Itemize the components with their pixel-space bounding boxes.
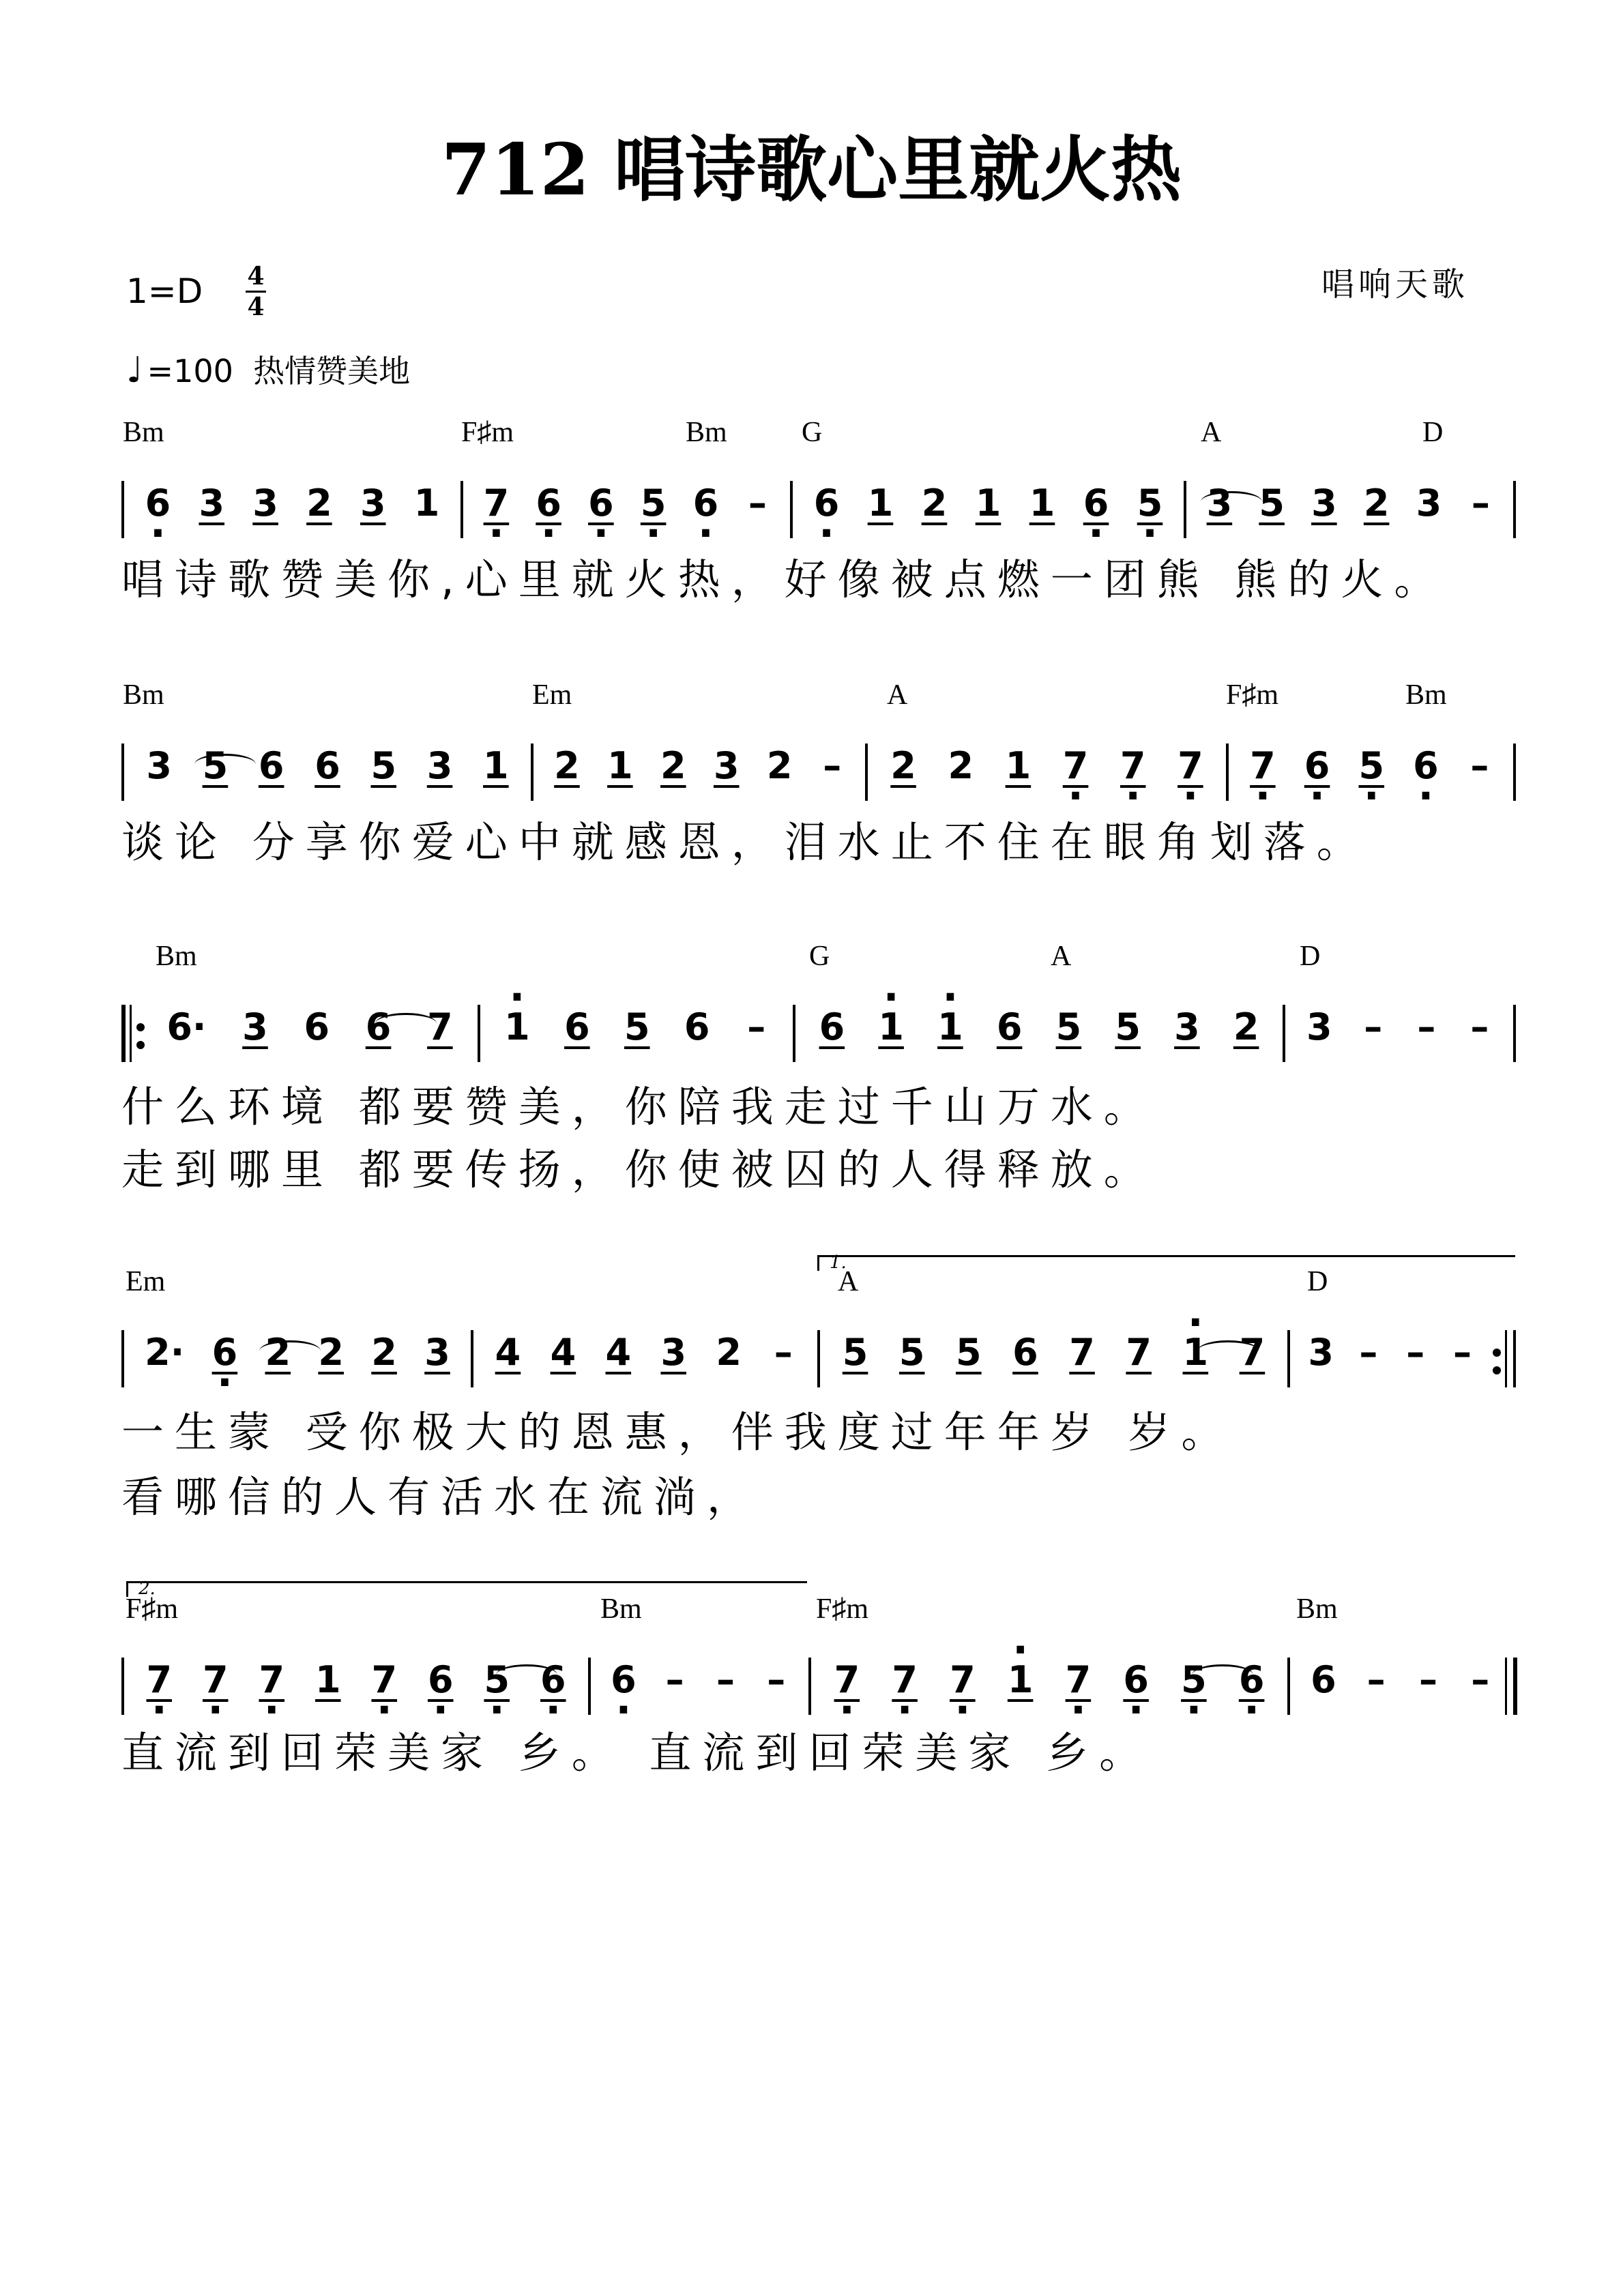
note: 2 [766,744,793,787]
note: – [1417,1005,1436,1048]
note: 6 · [1123,1658,1149,1703]
note: 1 [483,744,509,787]
chord-symbol: Bm [1296,1593,1338,1625]
note: 1 [607,744,633,787]
lyric-text: 唱诗歌赞美你,心里就火热，好像被点燃一团熊 熊的火。 [121,555,1448,604]
note: 3 [1308,1331,1334,1374]
note: 2 [921,482,948,525]
note: 3 [1206,482,1233,525]
lyric-text: 看哪信的人有活水在流淌， [121,1472,761,1522]
note: 6 · [611,1658,637,1703]
note: 7 [1126,1331,1152,1374]
chord-symbol: D [1307,1266,1328,1297]
note: 3 [1306,1005,1332,1048]
volta-bracket [126,1581,807,1597]
note: – [1418,1658,1437,1701]
chord-symbol: F♯m [816,1593,869,1625]
lyric-line [121,546,1513,604]
note: 6 · [588,481,614,526]
note: 7 · [259,1658,284,1703]
note: 6 [365,1005,392,1048]
chord-symbol: Bm [123,679,164,711]
note: 5 · [484,1658,510,1703]
note: 6 [684,1005,710,1048]
note: 2 [716,1331,742,1374]
note: – [1406,1331,1425,1374]
expression-text: 热情赞美地 [253,353,411,389]
chord-symbol: D [1300,941,1321,972]
note: 5 · [641,481,667,526]
lyric-line [121,1136,1513,1194]
note: 7 · [484,481,510,526]
source-book: 唱响天歌 [1321,265,1470,304]
chord-symbol: G [802,417,823,448]
note: · 1 [504,1005,530,1050]
slur-tie [1192,1664,1253,1686]
note: 1 [413,482,440,525]
note: 6· [166,1005,207,1048]
chord-symbol: F♯m [1226,679,1279,711]
note: 4 [550,1331,576,1374]
lyric-line [121,1398,1513,1457]
note: 1 [867,482,894,525]
note: 5 [898,1331,925,1374]
note: – [767,1658,786,1701]
note: · 1 [1008,1658,1034,1703]
note: – [665,1658,684,1701]
music-system [0,1578,1623,1778]
note: – [1359,1331,1378,1374]
lyric-line [121,1073,1513,1132]
chord-symbol: G [809,941,830,972]
chord-symbol: Em [126,1266,166,1297]
note: 5 [624,1005,650,1048]
note: 1 [1029,482,1055,525]
quarter-note-icon: ♩ [126,350,143,391]
lyric-line [121,808,1513,867]
measure [1297,1330,1486,1385]
notes-row [0,1330,1623,1385]
note: 2 [1363,482,1390,525]
note: 5 [1115,1005,1141,1048]
lyric-line [121,1719,1513,1778]
note: 6 [258,744,284,787]
volta-number: 1. [830,1252,847,1273]
note: 7 · [892,1658,918,1703]
note: 7 · [1120,744,1146,789]
time-sig-top: 4 [247,262,265,291]
chord-symbol: F♯m [126,1593,179,1625]
measure [1235,744,1506,798]
note: 7 · [1063,744,1089,789]
chord-symbol: D [1422,417,1444,448]
measure [1297,1658,1506,1712]
note: 3 [199,482,225,525]
note: 3 [713,744,740,787]
note: – [1471,482,1490,525]
note: 2 [371,1331,397,1374]
note: 3 [1416,482,1442,525]
lyric-text: 什么环境 都要赞美，你陪我走过千山万水。 [121,1082,1157,1132]
chord-symbol: A [887,679,908,711]
note: 1 [1005,744,1032,787]
note: 1 [315,1658,341,1701]
note: 3 [146,744,172,787]
note: – [1366,1658,1386,1701]
note: 6 · [1413,744,1439,789]
music-system [0,1252,1623,1522]
lyric-line [121,1463,1513,1522]
chord-symbol: Bm [156,941,197,972]
note: – [1470,1005,1489,1048]
note: 6 [315,744,340,787]
note: 2 [318,1331,344,1374]
measure [1292,1005,1506,1059]
note: 7 · [203,1658,229,1703]
note: 6 · [814,481,840,526]
page-title: 712 唱诗歌心里就火热 [441,128,1182,211]
measure [875,744,1219,798]
note: 5 [370,744,397,787]
note: 2 [265,1331,291,1374]
measure [800,481,1177,535]
note: – [748,482,767,525]
note: 3 [242,1005,268,1048]
note: – [1470,744,1489,787]
key-signature: 1=D [126,271,203,311]
note: – [1364,1005,1383,1048]
note: 5 [1055,1005,1082,1048]
notes-row [0,481,1623,535]
measure [487,1005,786,1059]
note: 2 [1233,1005,1259,1048]
note: – [716,1658,735,1701]
measure [131,744,524,798]
time-sig-bottom: 4 [247,293,265,321]
note: 6 [819,1005,845,1048]
notes-row [0,1005,1623,1059]
volta-number: 2. [138,1578,156,1599]
note: 5 · [1181,1658,1207,1703]
note: 3 [426,744,453,787]
chord-symbol: Bm [1405,679,1447,711]
slur-tie [375,1013,437,1034]
music-system [0,679,1623,867]
measure [131,481,454,535]
note: 6 [1012,1331,1038,1374]
slur-tie [1197,1340,1259,1362]
note: 6 · [536,481,561,526]
chord-symbol: Em [532,679,572,711]
measure [598,1658,802,1712]
note: 6 · [1083,481,1109,526]
note: 5 [1259,482,1285,525]
slur-tie [194,754,256,775]
note: 3 [360,482,386,525]
note: 7 [1069,1331,1095,1374]
note: 3 [1174,1005,1200,1048]
chord-symbol: Bm [600,1593,642,1625]
chord-symbol: A [838,1266,859,1297]
music-system [0,940,1623,1194]
chord-symbol: A [1201,417,1222,448]
note: 6 · [212,1330,238,1375]
note: 6 · [145,481,171,526]
note: 6 [304,1005,330,1048]
note: 7 [427,1005,453,1048]
note: 6 · [1304,744,1330,789]
note: 4 [605,1331,632,1374]
note: 6 · [1239,1658,1265,1703]
notes-row [0,1658,1623,1712]
tempo-value: =100 [147,353,233,389]
measure [540,744,858,798]
note: – [1453,1331,1472,1374]
note: 7 · [146,1658,172,1703]
note: 3 [424,1331,450,1374]
note: 7 · [1178,744,1203,789]
slur-tie [259,1340,321,1362]
note: – [823,744,842,787]
note: 5 [202,744,229,787]
note: 6 · [693,481,719,526]
slur-tie [496,1664,557,1686]
note: 6 · [540,1658,566,1703]
note: 5 · [1358,744,1384,789]
note: 3 [1311,482,1337,525]
measure [470,481,783,535]
note: 2 [890,744,916,787]
note: 7 · [834,1658,860,1703]
note: · 1 [878,1005,904,1050]
volta-bracket [817,1255,1515,1271]
measure [802,1005,1276,1059]
note: – [774,1331,793,1374]
note: 3 [660,1331,687,1374]
note: 5 [842,1331,868,1374]
note: 7 · [1066,1658,1092,1703]
note: 7 · [371,1658,397,1703]
chord-symbol: F♯m [461,417,514,448]
chord-symbol: A [1051,941,1072,972]
note: 7 · [1250,744,1276,789]
lyric-text: 走到哪里 都要传扬，你使被囚的人得释放。 [121,1145,1157,1194]
time-signature [242,262,269,321]
note: 6 [564,1005,590,1048]
note: · 1 [937,1005,963,1050]
note: 2 [948,744,974,787]
note: – [747,1005,766,1048]
lyric-text: 谈论 分享你爱心中就感恩，泪水止不住在眼角划落。 [121,817,1370,867]
note: 7 · [950,1658,976,1703]
note: · 1 [1183,1330,1209,1375]
measure [480,1330,810,1385]
note: 5 · [1137,481,1163,526]
note: 1 [975,482,1001,525]
lyric-text: 直流到回荣美家 乡。 直流到回荣美家 乡。 [121,1728,1153,1778]
note: – [1471,1658,1490,1701]
slur-tie [1201,491,1262,512]
note: 2· [145,1331,185,1374]
note: 2 [306,482,332,525]
note: 4 [495,1331,521,1374]
note: 7 [1239,1331,1266,1374]
note: 5 [956,1331,982,1374]
note: 2 [554,744,580,787]
chord-symbol: Bm [686,417,727,448]
note: 3 [252,482,278,525]
lyric-text: 一生蒙 受你极大的恩惠，伴我度过年年岁 岁。 [121,1407,1235,1457]
note: 2 [660,744,686,787]
tempo-marking [126,347,410,392]
note: 6 [996,1005,1023,1048]
chord-symbol: Bm [123,417,164,448]
note: 6 [1311,1658,1336,1701]
note: 6 · [428,1658,454,1703]
music-system [0,416,1623,604]
